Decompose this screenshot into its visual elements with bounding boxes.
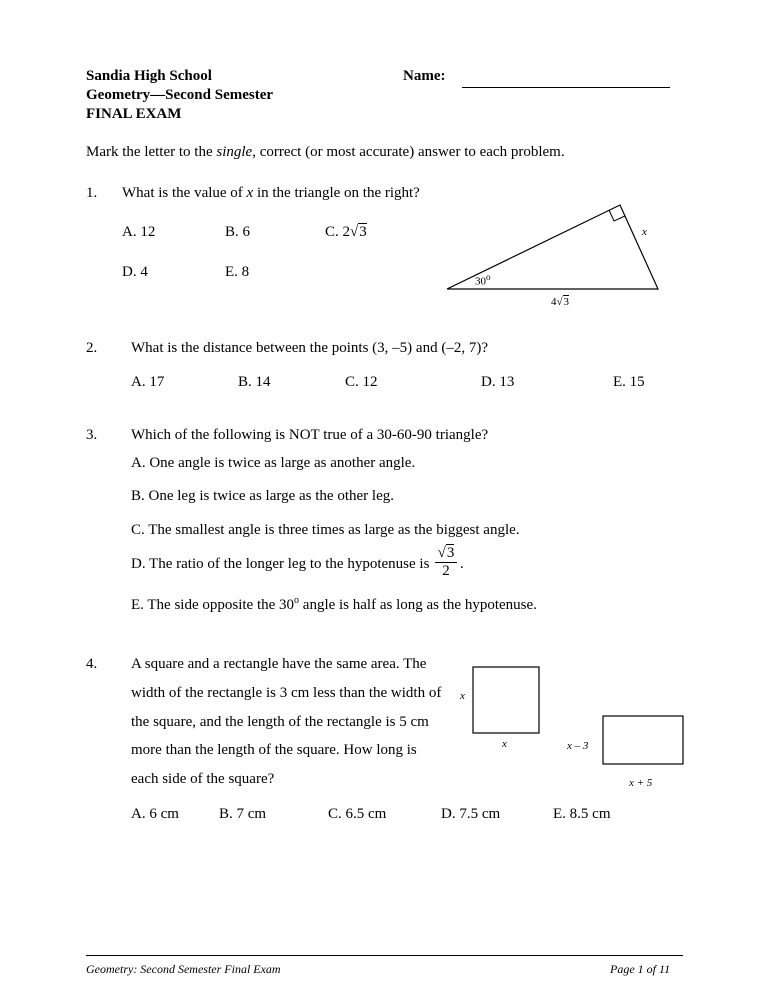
- q3-choice-c[interactable]: C. The smallest angle is three times as large as the biggest angle.: [131, 522, 520, 538]
- q4-line-5: each side of the square?: [131, 771, 275, 787]
- q2-choice-c[interactable]: C. 12: [345, 374, 378, 390]
- q1-base-label: 4√3: [551, 296, 570, 308]
- q2-number: 2.: [86, 340, 98, 356]
- q1-choice-e[interactable]: E. 8: [225, 264, 250, 280]
- q1-number: 1.: [86, 185, 98, 201]
- q4-line-4: more than the length of the square. How long is: [131, 742, 417, 758]
- q4-rectangle: [603, 716, 683, 764]
- instructions: Mark the letter to the single, correct (or most accurate) answer to each problem.: [86, 144, 565, 160]
- q4-line-3: the square, and the length of the rectangle is 5 cm: [131, 714, 429, 730]
- q4-choice-c[interactable]: C. 6.5 cm: [328, 806, 387, 822]
- q4-line-1: A square and a rectangle have the same area. The: [131, 656, 427, 672]
- q4-choice-e[interactable]: E. 8.5 cm: [553, 806, 611, 822]
- q3-period: .: [460, 556, 464, 572]
- q1-text: What is the value of x in the triangle on the right?: [122, 185, 420, 201]
- q1-choice-b[interactable]: B. 6: [225, 224, 251, 240]
- q4-choice-b[interactable]: B. 7 cm: [219, 806, 267, 822]
- q3-number: 3.: [86, 427, 98, 443]
- q1-choice-a[interactable]: A. 12: [122, 224, 156, 240]
- q4-square-bottom-label: x: [502, 738, 507, 750]
- footer-rule: [86, 955, 683, 956]
- name-label: Name:: [403, 68, 446, 84]
- q4-square: [473, 667, 539, 733]
- page-number: Page 1 of 11: [610, 962, 671, 976]
- q4-choice-d[interactable]: D. 7.5 cm: [441, 806, 501, 822]
- q2-choice-a[interactable]: A. 17: [131, 374, 165, 390]
- q1-choice-d[interactable]: D. 4: [122, 264, 148, 280]
- q4-rect-width-label: x – 3: [567, 740, 589, 752]
- q1-side-x-label: x: [642, 226, 647, 238]
- q3-choice-d[interactable]: D. The ratio of the longer leg to the hypotenuse is: [131, 556, 430, 572]
- q2-choice-d[interactable]: D. 13: [481, 374, 515, 390]
- q1-choice-c[interactable]: C. 2√3: [325, 224, 367, 240]
- q3-text: Which of the following is NOT true of a 30-60-90 triangle?: [131, 427, 489, 443]
- q1-angle-label: 30$^o$: [475, 272, 491, 288]
- q2-text: What is the distance between the points (3, –5) and (–2, 7)?: [131, 340, 488, 356]
- q4-choice-a[interactable]: A. 6 cm: [131, 806, 179, 822]
- q4-number: 4.: [86, 656, 98, 672]
- q3-choice-a[interactable]: A. One angle is twice as large as another angle.: [131, 455, 416, 471]
- footer-title: Geometry: Second Semester Final Exam: [86, 962, 281, 976]
- q4-rect-length-label: x + 5: [629, 777, 653, 789]
- q3-choice-b[interactable]: B. One leg is twice as large as the other leg.: [131, 488, 394, 504]
- q3-fraction: √3 2: [435, 545, 457, 580]
- q2-choice-e[interactable]: E. 15: [613, 374, 645, 390]
- q4-square-side-label: x: [460, 690, 465, 702]
- q2-choice-b[interactable]: B. 14: [238, 374, 271, 390]
- q3-choice-e[interactable]: E. The side opposite the 30$^o$ angle is half as long as the hypotenuse.: [131, 595, 537, 613]
- exam-title: FINAL EXAM: [86, 106, 182, 122]
- q4-line-2: width of the rectangle is 3 cm less than the width of: [131, 685, 442, 701]
- course-name: Geometry—Second Semester: [86, 87, 274, 103]
- school-name: Sandia High School: [86, 68, 212, 84]
